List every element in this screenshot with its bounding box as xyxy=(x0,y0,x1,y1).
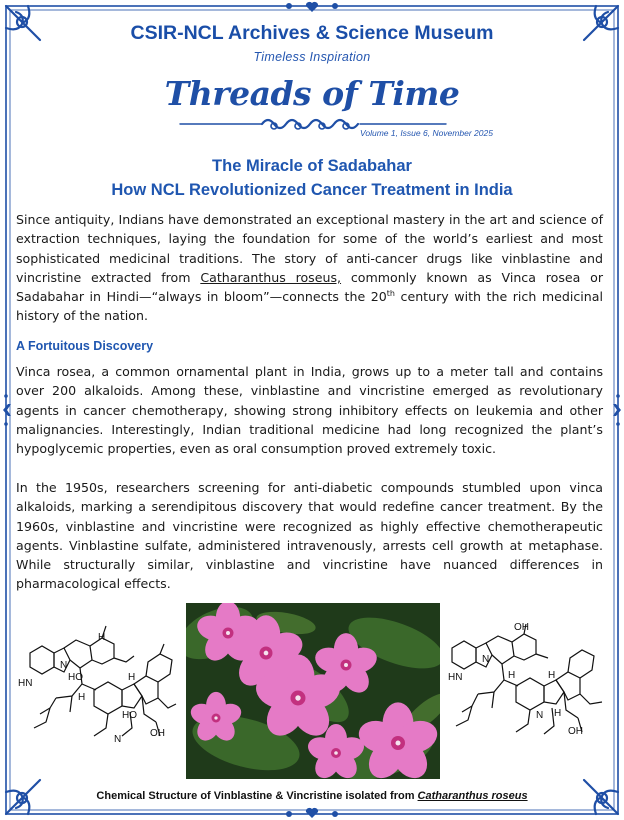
figure-caption xyxy=(0,790,624,802)
paragraph-discovery: In the 1950s, researchers screening for anti-diabetic compounds stumbled upon vinca alkaloids, marking a serendipitous discovery that would redefine cancer treatment. By the 1960s, vinblastine and vincristine were recognized as highly effective chemotherapeutic agents. Vinblastine sulfate, administered intravenously, arrests cell growth at metaphase. While structurally similar, vinblastine and vincristine have nuanced differences in pharmacological effects. xyxy=(16,480,603,592)
masthead-title: Threads of Time xyxy=(164,74,460,113)
label-ho: HO xyxy=(68,672,83,683)
label-n: N xyxy=(482,654,490,665)
label-oh: OH xyxy=(150,728,165,739)
top-ornament-icon xyxy=(286,2,338,12)
label-n: N xyxy=(60,660,68,671)
caption-text: Chemical Structure of Vinblastine & Vincristine isolated from xyxy=(96,790,418,802)
article-title xyxy=(0,154,624,202)
organization-name: CSIR-NCL Archives & Science Museum xyxy=(130,22,494,44)
ordinal-suffix: th xyxy=(386,289,395,298)
section-heading: A Fortuitous Discovery xyxy=(16,339,154,353)
caption-species: Catharanthus roseus xyxy=(417,790,528,802)
vincristine-structure xyxy=(444,618,616,768)
label-oh2: OH xyxy=(568,726,583,737)
article-title-line2: How NCL Revolutionized Cancer Treatment in India xyxy=(111,181,513,199)
label-hn: HN xyxy=(18,678,33,689)
label-h: H xyxy=(98,632,106,643)
intro-text-3: century with the rich medicinal history of the nation. xyxy=(16,289,603,324)
issue-info: Volume 1, Issue 6, November 2025 xyxy=(360,128,493,138)
intro-text-1: Since antiquity, Indians have demonstrated an exceptional mastery in the art and science of extraction techniques, laying the foundation for some of the world’s earliest and most sophisticated medicinal traditions. The story of anti-cancer drugs like vinblastine and vincristine extracted from xyxy=(16,212,603,285)
label-ho2: HO xyxy=(122,710,137,721)
label-n2: N xyxy=(536,710,544,721)
intro-text-2: commonly known as Vinca rosea or Sadabahar in Hindi—“always in bloom”—connects the 20 xyxy=(16,269,604,305)
sadabahar-flower-photo xyxy=(186,603,440,779)
species-name: Catharanthus roseus, xyxy=(200,269,342,285)
label-h2: H xyxy=(548,670,556,681)
label-oh: OH xyxy=(514,622,529,633)
tagline: Timeless Inspiration xyxy=(253,50,371,64)
article-title-line1: The Miracle of Sadabahar xyxy=(212,157,412,175)
intro-paragraph xyxy=(16,210,603,326)
label-h3: H xyxy=(554,708,562,719)
label-hn: HN xyxy=(448,672,463,683)
bottom-ornament-icon xyxy=(286,808,338,818)
vinblastine-structure xyxy=(10,618,182,768)
paragraph-plant: Vinca rosea, a common ornamental plant in India, grows up to a meter tall and contains over 200 alkaloids. Among these, vinblastine and vincristine emerged as revolutionary agents in cancer chemotherapy, showing strong inhibitory effects on leukemia and other malignancies. Interestingly, Indian traditional medicine had long recognized the plant’s hypoglycemic properties, even as oral consumption proved extremely toxic. xyxy=(16,364,603,457)
label-h: H xyxy=(508,670,516,681)
label-h2: H xyxy=(78,692,86,703)
label-h3: H xyxy=(128,672,136,683)
label-n2: N xyxy=(114,734,122,745)
